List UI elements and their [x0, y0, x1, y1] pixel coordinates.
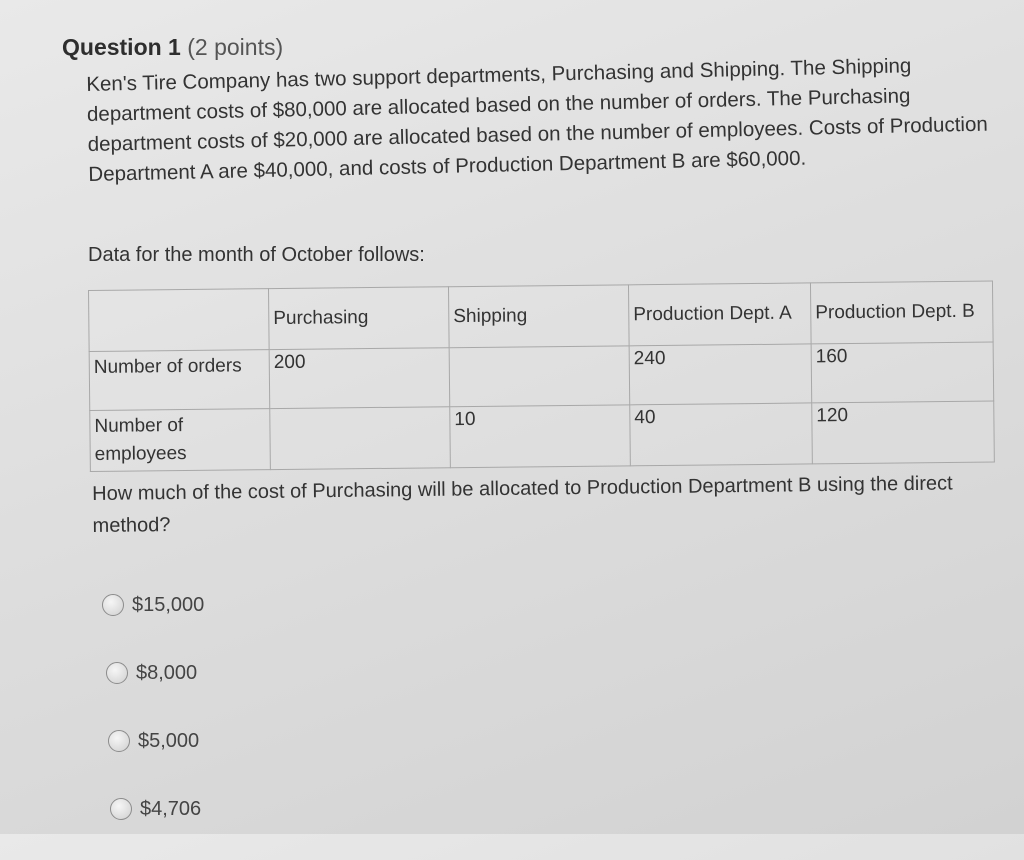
data-table-container [88, 281, 995, 472]
table-row [89, 342, 994, 410]
answer-option-2[interactable] [106, 656, 204, 690]
answer-option-1[interactable] [102, 588, 204, 622]
answer-option-4[interactable] [110, 792, 204, 826]
option-label: $5,000 [138, 729, 200, 752]
option-label: $15,000 [132, 593, 205, 616]
table-header-shipping: Shipping [448, 285, 629, 348]
radio-button[interactable] [108, 730, 130, 752]
radio-button[interactable] [102, 594, 124, 616]
table-header-row [89, 281, 994, 351]
data-table [88, 281, 995, 472]
question-text: Ken's Tire Company has two support departments, Purchasing and Shipping. The Shipping department costs of $80,000 are allocated based on the number of orders. The Purchasing department costs of $20,000 are allocated based on the number of employees. Costs of Production Department A are $40,000, and costs of Production Department B are $60,000. [86, 54, 989, 186]
row-label-employees: Number of employees [90, 409, 271, 472]
table-header-production-a: Production Dept. A [628, 283, 811, 346]
data-intro: Data for the month of October follows: [88, 244, 425, 266]
table-row [90, 401, 995, 471]
table-cell: 40 [630, 403, 813, 466]
question-points: (2 points) [187, 34, 284, 60]
answer-options [102, 588, 204, 860]
table-header-production-b: Production Dept. B [810, 281, 993, 344]
radio-button[interactable] [110, 798, 132, 820]
row-label-orders: Number of orders [89, 350, 270, 411]
table-cell: 10 [450, 405, 631, 468]
table-cell: 160 [811, 342, 994, 403]
question-number: Question 1 [62, 34, 181, 60]
answer-option-3[interactable] [108, 724, 204, 758]
question-prompt: How much of the cost of Purchasing will be allocated to Production Department B using the direct method? [92, 472, 953, 537]
table-cell: 240 [629, 344, 812, 405]
radio-button[interactable] [106, 662, 128, 684]
table-cell: 120 [812, 401, 995, 464]
table-header-cell-empty [89, 289, 270, 352]
option-label: $8,000 [136, 661, 198, 684]
option-label: $4,706 [140, 797, 202, 820]
question-header [62, 34, 283, 61]
table-cell [449, 346, 630, 407]
table-cell [270, 407, 451, 470]
table-header-purchasing: Purchasing [268, 287, 449, 350]
table-cell: 200 [269, 348, 450, 409]
